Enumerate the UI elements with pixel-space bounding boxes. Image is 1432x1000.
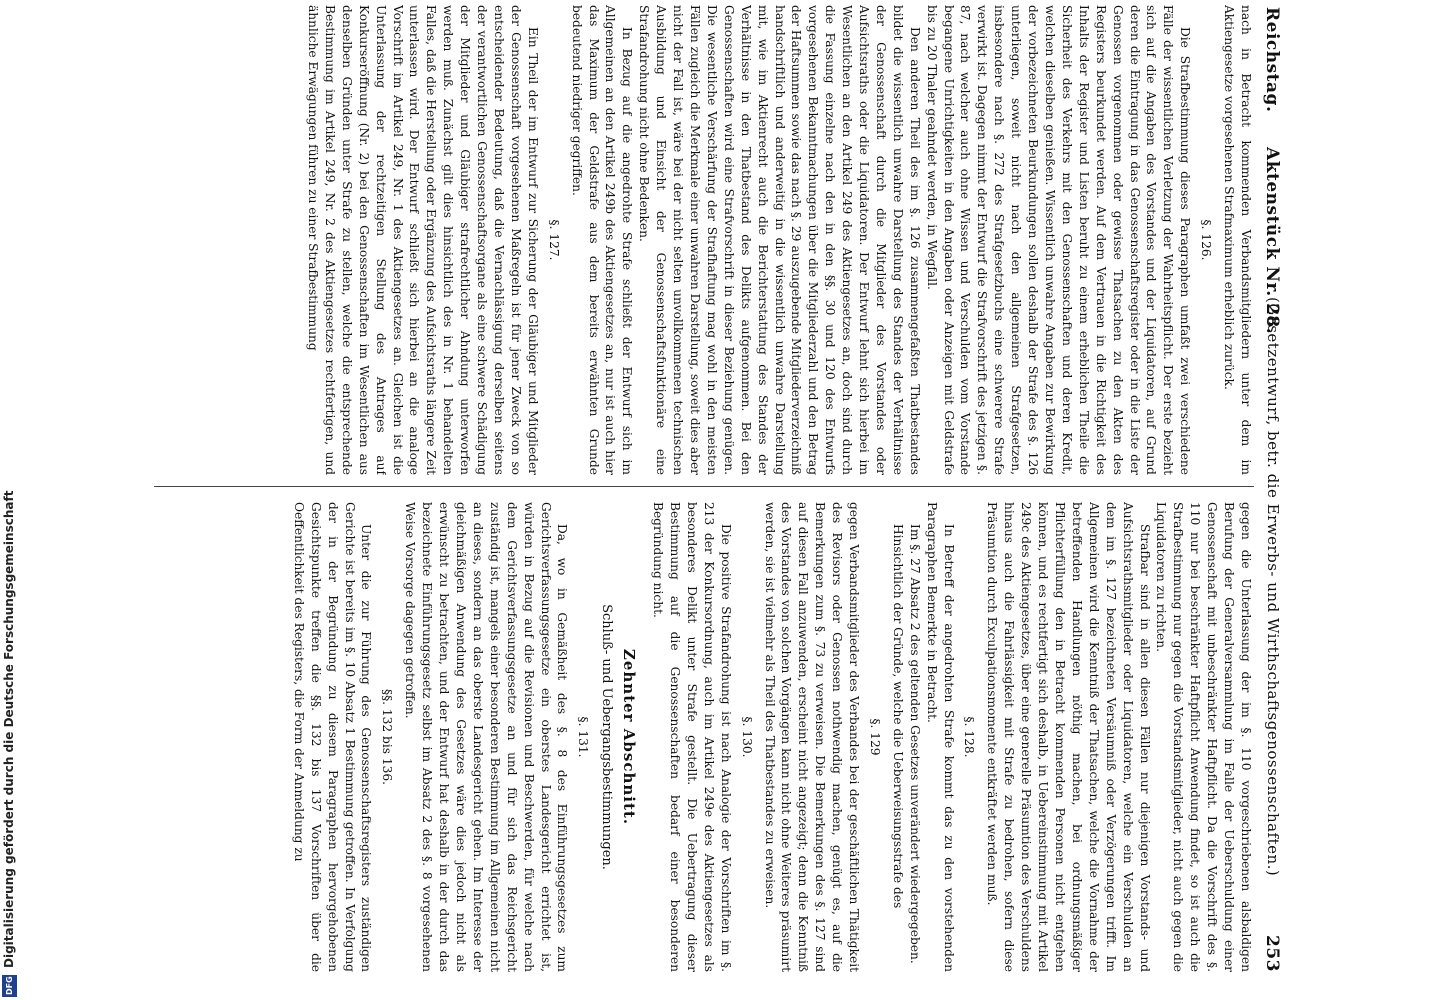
paragraph: gegen Verbandsmitglieder des Verbandes bei der geschäftlichen Thätigkeit des Revisors oder Genossen nothwendig machen, genügt es, auf die Bemerkungen zum §. 73 zu verweisen. Die Bemerkungen des §. 127 sind auf diesen Fall anzuwenden, erscheint nicht angezeigt; denn die Kenntniß des Vorstandes von solchen Vorgängen kann nicht ohne Weiteres präsumirt werden, sie ist vielmehr als Theil des Thatbestandes zu erweisen. xyxy=(762,502,862,972)
paragraph: Unter die zur Führung des Genossenschaftsregisters zuständigen Gerichte ist bereits im §. 10 Absatz 1 Bestimmung getroffen. In Verfolgung der in der Begründung zu diesem Paragraphen hervorgehobenen Gesichtspunkte treffen die §§. 132 bis 137 Vorschriften über die Oeffentlichkeit des Registers, die Form der Anmeldung zu xyxy=(291,502,374,972)
dfg-logo: DFG xyxy=(2,975,17,997)
section-heading: §. 126. xyxy=(1199,219,1214,261)
section-heading: §. 128. xyxy=(962,716,977,758)
paragraph: In Betreff der angedrohten Strafe kommt das zu den vorstehenden Paragraphen Bemerkte in Betracht. xyxy=(924,502,956,972)
rotated-page-content xyxy=(130,0,1290,987)
header-left: Reichstag. xyxy=(1262,7,1282,113)
header-middle: Aktenstück Nr. 28. xyxy=(1262,147,1282,335)
chapter-subheading: Schluß- und Uebergangsbestimmungen. xyxy=(599,604,615,870)
paragraph: nach in Betracht kommenden Verbandsmitgliedern unter dem im Aktiengesetze vorgesehenen Strafmaximum erheblich zurück. xyxy=(1222,5,1253,475)
paragraph: Die positive Strafandrohung ist nach Analogie der Vorschriften im §. 213 der Konkursordnung, auch im Artikel 249e des Aktiengesetzes als besonderes Delikt unter Strafe gestellt. Die Uebertragung dieser Bestimmung auf die Genossenschaften bedarf einer besonderen Begründung nicht. xyxy=(651,502,733,972)
paragraph: Da, wo in Gemäßheit des §. 8 des Einführungsgesetzes zum Gerichtsverfassungsgesetze ein oberstes Landesgericht errichtet ist, würden in Bezug auf die Revisionen und Beschwerden, für welche nach dem Gerichtsverfassungsgesetze an und für sich das Reichsgericht zuständig ist, mangels einer besonderen Bestimmung im Allgemeinen nicht an dieses, sondern an das oberste Landesgericht gehen. Im Interesse der gleichmäßigen Anwendung des Gesetzes wäre dies jedoch nicht als erwünscht zu betrachten, und der Entwurf hat deshalb in der durch das bezeichnete Einführungsgesetz selbst im Absatz 2 des §. 8 vorgesehenen Weise Vorsorge dagegen getroffen. xyxy=(403,502,570,972)
chapter-heading: Zehnter Abschnitt. xyxy=(620,648,639,826)
paragraph: Ein Theil der im Entwurf zur Sicherung der Gläubiger und Mitglieder der Genossenschaft vorgesehenen Maßregeln ist für jener Zweck von so entscheidender Bedeutung, daß die Vernachlässigung derselben seitens der verantwortlichen Genossenschaftsorgane als eine schwere Schädigung der Mitglieder und Gläubiger strafrechtlicher Ahndung unterworfen werden muß. Zunächst gilt dies hinsichtlich des in Nr. 1 behandelten Falles, daß die Herstellung oder Ergänzung des Aufsichtsraths längere Zeit unterlassen wird. Der Entwurf schließt sich hierbei an die analoge Vorschrift im Artikel 249, Nr. 1 des Aktiengesetzes an. Gleichen ist die Unterlassung der rechtzeitigen Stellung des Antrages auf Konkurseröffnung (Nr. 2) bei den Genossenschaften im Wesentlichen aus denselben Gründen unter Strafe zu stellen, welche die entsprechende Bestimmung im Artikel 249, Nr. 2 des Aktiengesetzes rechtfertigen, und ähnliche Erwägungen führen zu einer Strafbestimmung xyxy=(306,5,540,475)
section-heading: §. 129 xyxy=(867,718,882,756)
column-divider xyxy=(154,486,1254,487)
header-right: (Gesetzentwurf, betr. die Erwerbs- und Wirthschaftsgenossenschaften.) xyxy=(1264,297,1282,877)
section-heading: §. 131. xyxy=(576,716,591,758)
paragraph: gegen die Unterlassung der im §. 110 vorgeschriebenen alsbaldigen Berufung der Generalversammlung im Falle der Ueberschuldung einer Genossenschaft mit unbeschränkter Haftpflicht. Da die Vorschrift des §. 110 nur bei beschränkter Haftpflicht Anwendung findet, so ist auch die Strafbestimmung nur gegen die Vorstandsmitglieder, nicht auch gegen die Liquidatoren zu richten. xyxy=(1154,502,1253,972)
running-header xyxy=(1258,7,1282,972)
page-number: 253 xyxy=(1262,935,1282,972)
left-text-column xyxy=(144,5,1254,475)
section-heading: §. 127. xyxy=(546,219,561,261)
paragraph: Hinsichtlich der Gründe, welche die Ueberweisungsstrafe des xyxy=(890,524,905,909)
section-heading: §§. 132 bis 136. xyxy=(380,688,395,786)
paragraph: Im §. 27 Absatz 2 des geltenden Gesetzes unverändert wiedergegeben. xyxy=(907,524,922,964)
digitization-credit: Digitalisierung gefördert durch die Deutsche Forschungsgemeinschaft xyxy=(2,490,16,968)
section-heading: §. 130. xyxy=(739,716,754,758)
paragraph: Strafbar sind in allen diesen Fällen nur diejenigen Vorstands- und Aufsichtsrathsmitglieder oder Liquidatoren, welche ein Verschulden an dem im §. 127 bezeichneten Versäumniß oder Verzögerungen trifft. Im Allgemeinen wird die Kenntniß der Thatsachen, welche die Vornahme der betreffenden Handlungen nöthig machen, bei ordnungsmäßiger Pflichterfüllung den in Betracht kommenden Personen nicht entgehen können, und es rechtfertigt sich deshalb, in Uebereinstimmung mit Artikel 249c des Aktiengesetzes, über eine generelle Präsumtion des Verschuldens hinaus auch die Fahrlässigkeit mit Strafe zu bedrohen, sofern diese Präsumtion durch Exculpationsmomente entkräftet werden muß. xyxy=(985,502,1152,972)
paragraph: In Bezug auf die angedrohte Strafe schließt der Entwurf sich im Allgemeinen an den Artikel 249b des Aktiengesetzes an, nur ist auch hier das Maximum der Geldstrafe aus dem bereits erwähnten Grunde bedeutend niedriger gegriffen. xyxy=(569,5,635,475)
paragraph: Den anderen Theil des im §. 126 zusammengefaßten Thatbestandes bildet die wissentlich unwahre Darstellung des Standes der Verhältnisse der Genossenschaft durch die Mitglieder des Vorstandes oder Aufsichtsraths oder die Liquidatoren. Der Entwurf lehnt sich hierbei im Wesentlichen an den Artikel 249 des Aktiengesetzes an, doch sind durch die Fassung einzelne nach den in den §§. 30 und 120 des Entwurfs vorgesehenen Bekanntmachungen über die Mitgliederzahl und den Betrag der Haftsummen sowie das nach §. 29 auszugebende Mitgliederverzeichniß handschriftlich und anderweitig in die wissentlich unwahre Darstellung mit, wie im Aktienrecht auch die Berichterstattung des Standes der Verhältnisse in den Thatbestand des Delikts aufgenommen. Bei den Genossenschaften wird eine Strafvorschrift in dieser Beziehung genügen. Die wesentliche Verschärfung der Strafhaftung mag wohl in den meisten Fällen zugleich die Merkmale einer unwahren Darstellung, soweit dies aber nicht der Fall ist, wäre bei der nicht selten unvollkommenen technischen Ausbildung und Einsicht der Genossenschaftsfunktionäre eine Strafandrohung nicht ohne Bedenken. xyxy=(637,5,922,475)
right-text-column xyxy=(144,502,1254,972)
paragraph: Die Strafbestimmung dieses Paragraphen umfaßt zwei verschiedene Fälle der wissentlichen Verletzung der Wahrheitspflicht. Der erste bezieht sich auf die Angaben des Vorstandes und der Liquidatoren, auf Grund deren die Eintragung in das Genossenschaftsregister oder in die Liste der Genossen vorgenommen oder gewisse Thatsachen zu den Akten des Registers beurkundet werden. Auf dem Vertrauen in die Richtigkeit des Inhalts der Register und Listen beruht zu einem erheblichen Theile die Sicherheit des Verkehrs mit den Genossenschaften und deren Kredit, welchen dieselben genießen. Wissentlich unwahre Angaben zur Bewirkung der vorbezeichneten Beurkundungen sollen deshalb der Strafe des §. 126 unterliegen, soweit nicht nach den allgemeinen Strafgesetzen, insbesondere nach §. 272 des Strafgesetzbuchs eine schwerere Strafe verwirkt ist. Dagegen nimmt der Entwurf die Strafvorschrift des jetzigen §. 87, nach welcher auch ohne Wissen und Verschulden vom Vorstande begangene Unrichtigkeiten in den Angaben oder Anzeigen mit Geldstrafe bis zu 20 Thaler geahndet werden, in Wegfall. xyxy=(924,5,1193,475)
